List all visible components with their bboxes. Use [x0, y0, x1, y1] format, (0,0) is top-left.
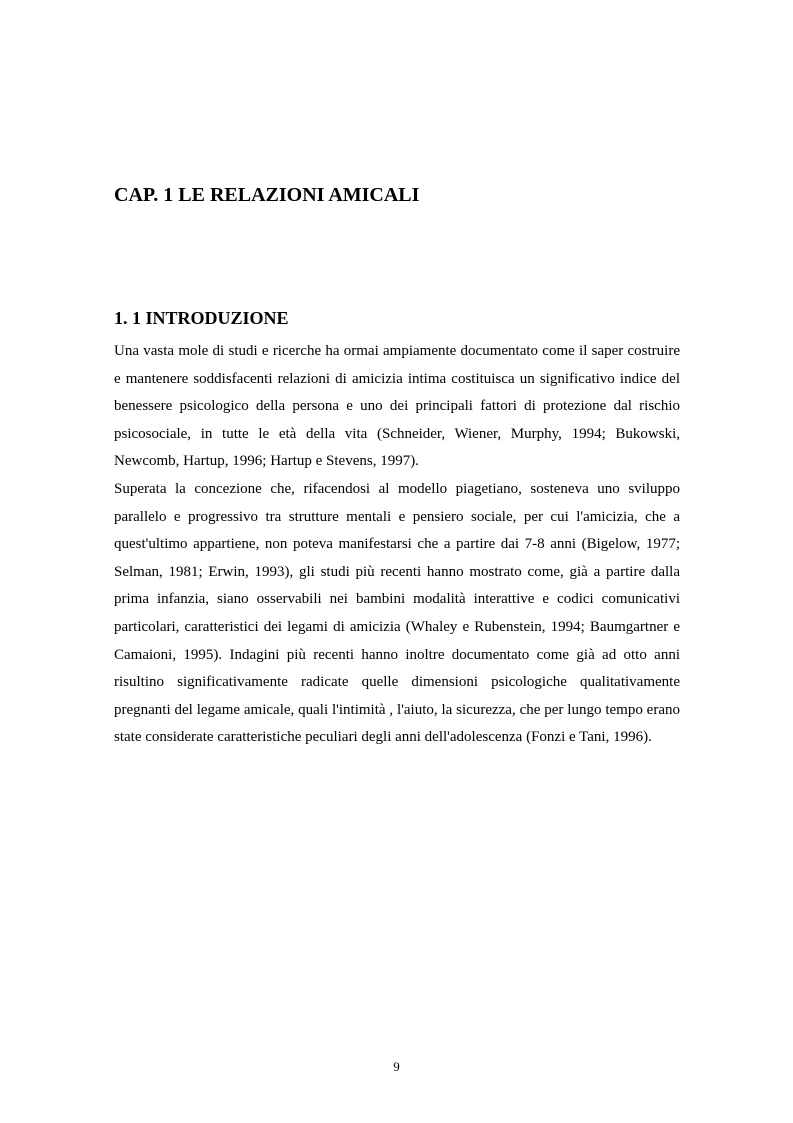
paragraph: Superata la concezione che, rifacendosi al modello piagetiano, sosteneva uno sviluppo parallelo e progressivo tra strutture mentali e pensiero sociale, per cui l'amicizia, che a quest'ultimo appartiene, non poteva manifestarsi che a partire dai 7-8 anni (Bigelow, 1977; Selman, 1981; Erwin, 1993), gli studi più recenti hanno mostrato come, già a partire dalla prima infanzia, siano osservabili nei bambini modalità interattive e codici comunicativi particolari, caratteristici dei legami di amicizia (Whaley e Rubenstein, 1994; Baumgartner e Camaioni, 1995). Indagini più recenti hanno inoltre documentato come già ad otto anni risultino significativamente radicate quelle dimensioni psicologiche qualitativamente pregnanti del legame amicale, quali l'intimità , l'aiuto, la sicurezza, che per lungo tempo erano state considerate caratteristiche peculiari degli anni dell'adolescenza (Fonzi e Tani, 1996).	[114, 480, 680, 746]
page-number: 9	[393, 1059, 400, 1074]
section-title: 1. 1 INTRODUZIONE	[114, 308, 289, 328]
chapter-title: CAP. 1 LE RELAZIONI AMICALI	[114, 184, 420, 206]
paragraph: Una vasta mole di studi e ricerche ha ormai ampiamente documentato come il saper costruire e mantenere soddisfacenti relazioni di amicizia intima costituisca un significativo indice del benessere psicologico della persona e uno dei principali fattori di protezione dal rischio psicosociale, in tutte le età della vita (Schneider, Wiener, Murphy, 1994; Bukowski, Newcomb, Hartup, 1996; Hartup e Stevens, 1997).	[114, 343, 680, 470]
body-text	[114, 338, 680, 752]
